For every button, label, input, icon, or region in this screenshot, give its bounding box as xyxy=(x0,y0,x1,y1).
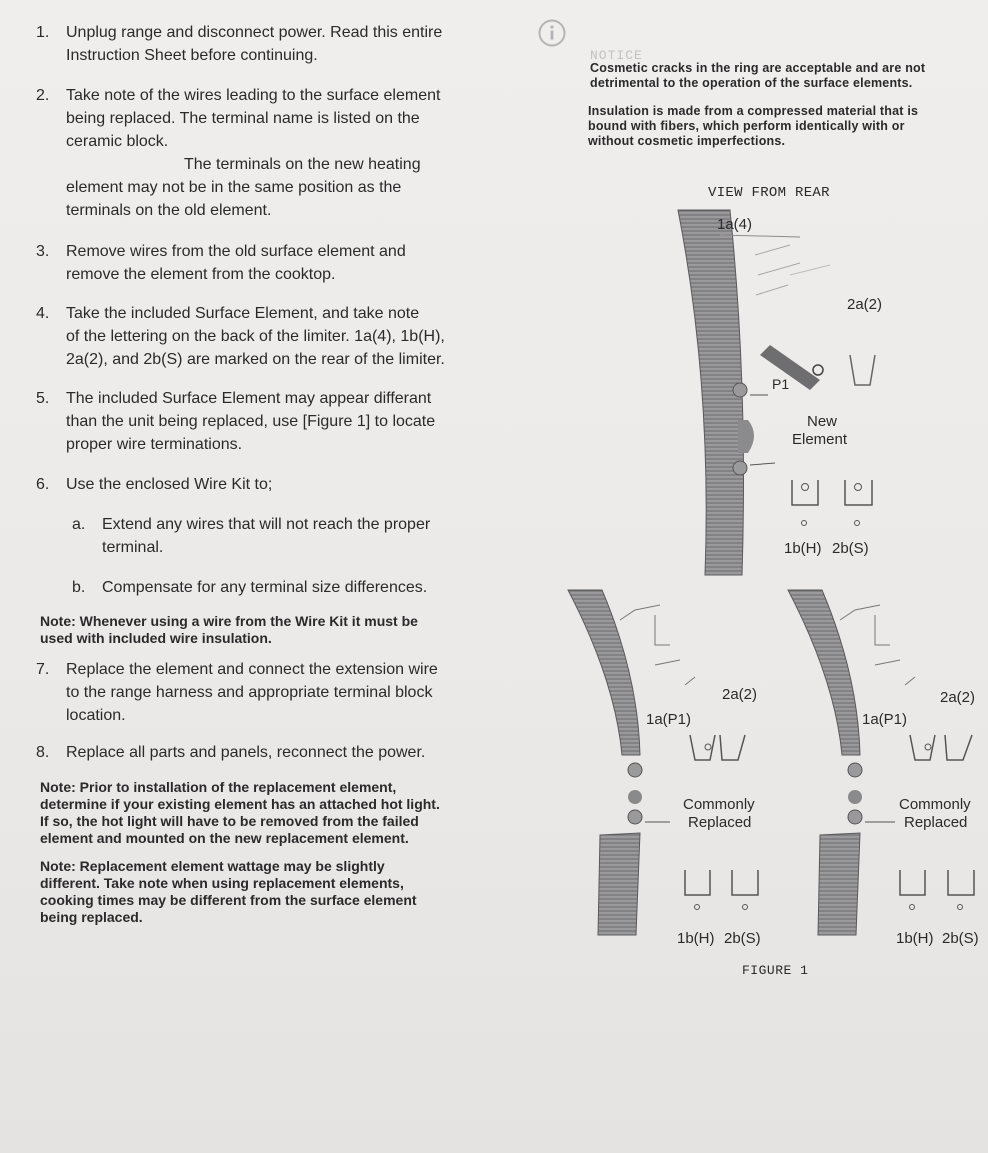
step-6a-line-1: Extend any wires that will not reach the proper xyxy=(102,516,431,533)
bl-label-1b: 1b(H) xyxy=(677,930,715,947)
notice-heading: NOTICE xyxy=(590,48,643,63)
top-label-1b: 1b(H) xyxy=(784,540,822,557)
instruction-sheet: 1. Unplug range and disconnect power. Read this entire Instruction Sheet before continuing. 2. Take note of the wires leading to the surface element being replaced. The terminal name is listed on the ceramic block. The terminals on the new heating element may not be in the same position as the terminals on the old element. 3. Remove wires from the old surface element and remove the element from the cooktop. 4. Take the included Surface Element, and take note of the lettering on the back of the limiter. 1a(4), 1b(H), 2a(2), and 2b(S) are marked on the rear of the limiter. 5. The included Surface Element may appear differant than the unit being replaced, use [Figure 1] to locate proper wire terminations. 6. Use the enclosed Wire Kit to; a. Extend any wires that will not reach the proper terminal. b. Compensate for any terminal size differences. Note: Whenever using a wire from the Wire Kit it must be used with included wire insulation. 7. Replace the element and connect the extension wire to the range harness and appropriate terminal block location. 8. Replace all parts and panels, reconnect the power. Note: Prior to installation of the replacement element, determine if your existing element has an attached hot light. If so, the hot light will have to be removed from the failed element and mounted on the new replacement element. Note: Replacement element wattage may be slightly different. Take note when using replacement elements, cooking times may be different from the surface element being replaced. NOTICE Cosmetic cracks in the ring are acceptable and are not detrimental to the operation of the surface elements. Insulation is made from a compressed material that is bound with fibers, which perform identically with or without cosmetic imperfections. VIEW FROM REAR 1a(4) 2a(2) P1 New Element 1b(H) 2b(S) 2a(2) 1a(P1) Commonly Replaced 1b(H) 2b(S) 2a(2) 1a(P1) Commonly Replaced 1b(H) 2b(S) FIGURE 1 xyxy=(0,0,988,1153)
element-ring xyxy=(788,590,860,755)
step-2-line-2: being replaced. The terminal name is listed on the xyxy=(66,110,420,127)
br-label-1b: 1b(H) xyxy=(896,930,934,947)
step-2-line-6: terminals on the old element. xyxy=(66,202,272,219)
step-2-line-4: The terminals on the new heating xyxy=(184,156,421,173)
step-3-line-2: remove the element from the cooktop. xyxy=(66,266,336,283)
bl-label-1a: 1a(P1) xyxy=(646,711,692,728)
br-label-1a: 1a(P1) xyxy=(862,711,908,728)
notice-paragraph-1: Cosmetic cracks in the ring are acceptable and are not detrimental to the operation of the surface elements. xyxy=(590,61,926,90)
br-label-2b: 2b(S) xyxy=(942,930,979,947)
bl-label-2b: 2b(S) xyxy=(724,930,761,947)
br-label-replaced: Replaced xyxy=(904,814,968,831)
step-1-line-2: Instruction Sheet before continuing. xyxy=(66,47,318,64)
step-5-line-2: than the unit being replaced, use [Figure 1] to locate xyxy=(66,413,436,430)
figure-caption: FIGURE 1 xyxy=(742,963,809,978)
note-wattage: Note: Replacement element wattage may be slightly different. Take note when using replacement elements, cooking times may be different from the surface element being replaced. xyxy=(40,858,417,925)
notice-paragraph-2: Insulation is made from a compressed material that is bound with fibers, which perform identically with or without cosmetic imperfections. xyxy=(588,104,919,148)
step-4-line-1: Take the included Surface Element, and take note xyxy=(66,305,420,322)
step-6a-line-2: terminal. xyxy=(102,539,164,556)
br-label-commonly: Commonly xyxy=(899,796,971,813)
element-ring xyxy=(568,590,640,755)
terminal-bracket xyxy=(760,345,820,390)
top-label-2b: 2b(S) xyxy=(832,540,869,557)
top-label-2a: 2a(2) xyxy=(847,296,883,313)
view-title: VIEW FROM REAR xyxy=(708,185,830,201)
bl-label-2a: 2a(2) xyxy=(722,686,758,703)
step-8-line-1: Replace all parts and panels, reconnect the power. xyxy=(66,744,426,761)
step-3-line-1: Remove wires from the old surface element and xyxy=(66,243,406,260)
step-5-line-3: proper wire terminations. xyxy=(66,436,243,453)
note-hot-light: Note: Prior to installation of the replacement element, determine if your existing element has an attached hot light. If so, the hot light will have to be removed from the failed element and mounted on the new replacement element. xyxy=(40,779,440,846)
step-1-line-1: Unplug range and disconnect power. Read this entire xyxy=(66,24,443,41)
step-6-line-1: Use the enclosed Wire Kit to; xyxy=(66,476,273,493)
step-2-line-1: Take note of the wires leading to the surface element xyxy=(66,87,441,104)
bottom-left-element-diagram xyxy=(560,585,775,945)
step-7-line-1: Replace the element and connect the extension wire xyxy=(66,661,438,678)
br-label-2a: 2a(2) xyxy=(940,689,976,706)
step-7-line-3: location. xyxy=(66,707,126,724)
top-label-1a: 1a(4) xyxy=(717,216,753,233)
top-label-new: New xyxy=(807,413,838,430)
step-5-line-1: The included Surface Element may appear differant xyxy=(66,390,432,407)
top-label-element: Element xyxy=(792,431,848,448)
bl-label-commonly: Commonly xyxy=(683,796,755,813)
step-4-line-2: of the lettering on the back of the limiter. 1a(4), 1b(H), xyxy=(66,328,445,345)
note-wire-kit: Note: Whenever using a wire from the Wire Kit it must be used with included wire insulation. xyxy=(40,613,418,646)
step-7-line-2: to the range harness and appropriate terminal block xyxy=(66,684,433,701)
step-6b-line-1: Compensate for any terminal size differences. xyxy=(102,579,428,596)
bottom-right-element-diagram xyxy=(780,585,988,945)
info-icon xyxy=(537,18,567,48)
bl-label-replaced: Replaced xyxy=(688,814,752,831)
step-2-line-3: ceramic block. xyxy=(66,133,169,150)
top-label-p1: P1 xyxy=(772,376,790,392)
step-4-line-3: 2a(2), and 2b(S) are marked on the rear of the limiter. xyxy=(66,351,445,368)
step-2-line-5: element may not be in the same position as the xyxy=(66,179,402,196)
